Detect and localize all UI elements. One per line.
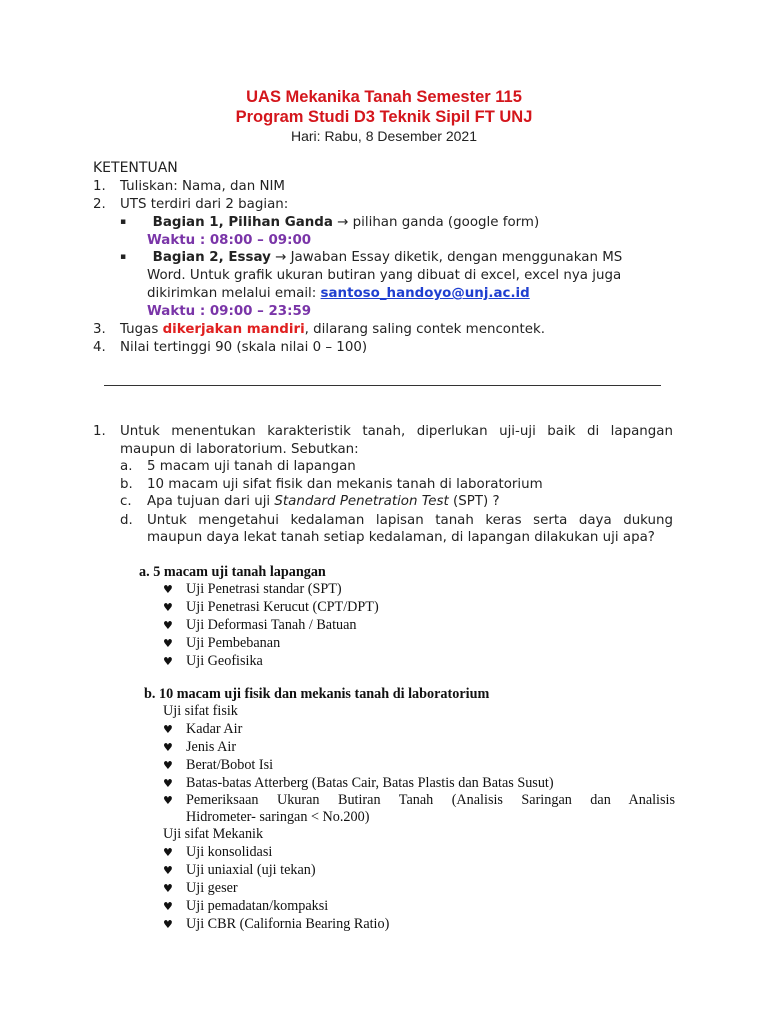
rule-3-post: , dilarang saling contek mencontek.: [304, 322, 545, 337]
mechanical-test-item-heart: [163, 916, 173, 933]
heart-bullet-icon: ♥: [163, 655, 173, 668]
physical-test-item-heart: [163, 775, 173, 792]
field-test-item: Uji Penetrasi Kerucut (CPT/DPT): [186, 599, 379, 615]
heart-bullet-icon: ♥: [163, 900, 173, 913]
rule-3-emphasis: dikerjakan mandiri: [162, 322, 305, 337]
heart-bullet-icon: ♥: [163, 601, 173, 614]
mechanical-test-item-heart: [163, 898, 173, 915]
physical-test-item-heart: [163, 739, 173, 756]
question-d-mark: d.: [120, 513, 133, 528]
heart-bullet-icon: ♥: [163, 882, 173, 895]
mechanical-test-item: Uji CBR (California Bearing Ratio): [186, 916, 390, 932]
field-test-item: Uji Penetrasi standar (SPT): [186, 581, 342, 597]
bagian-2-text-line-2: Word. Untuk grafik ukuran butiran yang dibuat di excel, excel nya juga: [147, 268, 622, 283]
physical-test-item: Kadar Air: [186, 721, 243, 737]
question-c-pre: Apa tujuan dari uji: [147, 494, 271, 509]
bagian-2-line: [120, 250, 622, 265]
rule-2: UTS terdiri dari 2 bagian:: [120, 197, 289, 212]
heart-bullet-icon: ♥: [163, 741, 173, 754]
bagian-1-text: pilihan ganda (google form): [352, 215, 540, 230]
physical-test-item: Batas-batas Atterberg (Batas Cair, Batas Plastis dan Batas Susut): [186, 775, 554, 791]
field-test-item-heart: [163, 599, 173, 616]
rule-1-number: 1.: [93, 179, 106, 194]
physical-test-item-heart: [163, 757, 173, 774]
physical-test-item-heart: [163, 721, 173, 738]
rule-1: Tuliskan: Nama, dan NIM: [120, 179, 285, 194]
ketentuan-heading: KETENTUAN: [93, 160, 178, 176]
question-b: 10 macam uji sifat fisik dan mekanis tanah di laboratorium: [147, 477, 543, 492]
question-1-number: 1.: [93, 424, 106, 439]
heart-bullet-icon: ♥: [163, 794, 173, 807]
rule-3: [120, 322, 545, 337]
email-link[interactable]: santoso_handoyo@unj.ac.id: [320, 286, 530, 301]
bagian-1-waktu: Waktu : 08:00 – 09:00: [147, 233, 312, 248]
answer-b-heading: b. 10 macam uji fisik dan mekanis tanah di laboratorium: [144, 686, 490, 702]
heart-bullet-icon: ♥: [163, 864, 173, 877]
heart-bullet-icon: ♥: [163, 918, 173, 931]
field-test-item: Uji Deformasi Tanah / Batuan: [186, 617, 357, 633]
square-bullet-icon: ▪: [120, 252, 127, 262]
heart-bullet-icon: ♥: [163, 846, 173, 859]
horizontal-divider: [104, 385, 661, 386]
question-a: 5 macam uji tanah di lapangan: [147, 459, 356, 474]
heart-bullet-icon: ♥: [163, 583, 173, 596]
mechanical-test-item: Uji konsolidasi: [186, 844, 273, 860]
heart-bullet-icon: ♥: [163, 759, 173, 772]
uji-sifat-fisik-heading: Uji sifat fisik: [163, 703, 238, 719]
program-title: Program Studi D3 Teknik Sipil FT UNJ: [235, 108, 533, 126]
heart-bullet-icon: ♥: [163, 619, 173, 632]
rule-4: Nilai tertinggi 90 (skala nilai 0 – 100): [120, 340, 368, 355]
rule-4-number: 4.: [93, 340, 106, 355]
field-test-item-heart: [163, 617, 173, 634]
question-a-mark: a.: [120, 459, 133, 474]
field-test-item-heart: [163, 581, 173, 598]
mechanical-test-item-heart: [163, 862, 173, 879]
mechanical-test-item: Uji geser: [186, 880, 238, 896]
question-1-line-2: maupun di laboratorium. Sebutkan:: [120, 442, 359, 457]
fisik-item-5-heart: [163, 792, 173, 809]
bagian-2-text-line-3: [147, 286, 530, 301]
question-d-line-2: maupun daya lekat tanah setiap kedalaman, di lapangan dilakukan uji apa?: [147, 530, 655, 545]
field-test-item-heart: [163, 653, 173, 670]
mechanical-test-item: Uji pemadatan/kompaksi: [186, 898, 329, 914]
field-test-item-heart: [163, 635, 173, 652]
mechanical-test-item: Uji uniaxial (uji tekan): [186, 862, 316, 878]
heart-bullet-icon: ♥: [163, 637, 173, 650]
rule-3-number: 3.: [93, 322, 106, 337]
fisik-item-5-line-1: Pemeriksaan Ukuran Butiran Tanah (Analisis Saringan dan Analisis: [186, 792, 675, 808]
question-c: [147, 494, 500, 509]
question-d-line-1: Untuk mengetahui kedalaman lapisan tanah keras serta daya dukung: [147, 513, 673, 528]
bagian-2-label: Bagian 2, Essay: [152, 250, 271, 265]
fisik-item-5-line-2: Hidrometer- saringan < No.200): [186, 809, 370, 825]
mechanical-test-item-heart: [163, 844, 173, 861]
bagian-2-waktu: Waktu : 09:00 – 23:59: [147, 304, 312, 319]
rule-3-pre: Tugas: [120, 322, 159, 337]
bagian-1-line: [120, 215, 539, 230]
mechanical-test-item-heart: [163, 880, 173, 897]
bagian-1-label: Bagian 1, Pilihan Ganda: [152, 215, 333, 230]
square-bullet-icon: ▪: [120, 217, 127, 227]
physical-test-item: Berat/Bobot Isi: [186, 757, 274, 773]
email-intro: dikirimkan melalui email:: [147, 286, 317, 301]
field-test-item: Uji Pembebanan: [186, 635, 281, 651]
question-c-post: (SPT) ?: [452, 494, 500, 509]
question-1-line-1: Untuk menentukan karakteristik tanah, diperlukan uji-uji baik di lapangan: [120, 424, 673, 439]
answer-a-heading: a. 5 macam uji tanah lapangan: [139, 564, 326, 580]
heart-bullet-icon: ♥: [163, 777, 173, 790]
heart-bullet-icon: ♥: [163, 723, 173, 736]
arrow-right-icon: →: [337, 215, 349, 230]
question-c-emphasis: Standard Penetration Test: [274, 494, 449, 509]
exam-title: UAS Mekanika Tanah Semester 115: [246, 88, 522, 106]
rule-2-number: 2.: [93, 197, 106, 212]
physical-test-item: Jenis Air: [186, 739, 237, 755]
question-c-mark: c.: [120, 494, 132, 509]
field-test-item: Uji Geofisika: [186, 653, 263, 669]
uji-sifat-mekanik-heading: Uji sifat Mekanik: [163, 826, 264, 842]
arrow-right-icon: →: [275, 250, 287, 265]
question-b-mark: b.: [120, 477, 133, 492]
bagian-2-text: Jawaban Essay diketik, dengan menggunakan MS: [290, 250, 623, 265]
exam-date: Hari: Rabu, 8 Desember 2021: [291, 128, 477, 144]
